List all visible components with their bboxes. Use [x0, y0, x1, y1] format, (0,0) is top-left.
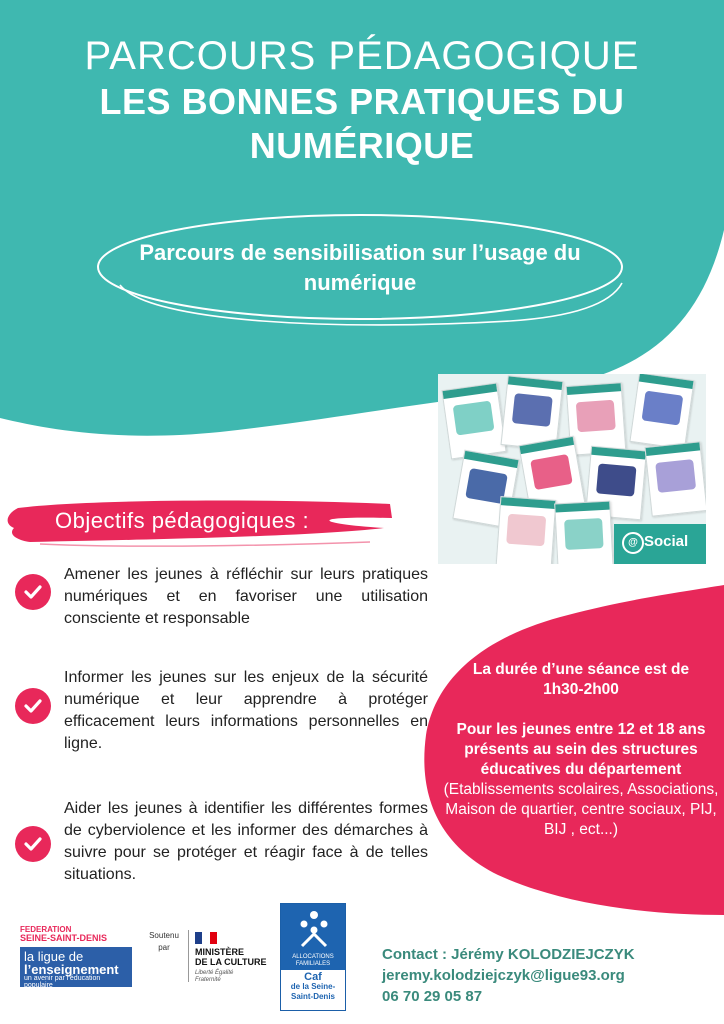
ligue-name-2: l’enseignement — [24, 962, 119, 977]
ligue-enseignement-logo — [20, 925, 132, 991]
social-logo-text: Social — [644, 533, 689, 550]
info-text — [438, 660, 724, 840]
at-icon: @ — [622, 532, 644, 554]
ligue-dept: SEINE-SAINT-DENIS — [20, 933, 108, 943]
objective-item-2: Informer les jeunes sur les enjeux de la sécurité numérique et leur apprendre à protéger efficacement leurs informations personnelles en ligne. — [64, 669, 428, 752]
social-logo — [614, 524, 706, 564]
caf-bottom — [281, 972, 345, 1002]
audience-text: Pour les jeunes entre 12 et 18 ans présents au sein des structures éducatives du département — [456, 721, 706, 778]
title-line-1: PARCOURS PÉDAGOGIQUE — [84, 34, 640, 78]
caf-logo — [280, 903, 346, 1011]
caf-dept: de la Seine-Saint-Denis — [290, 982, 336, 1001]
check-icon — [15, 826, 51, 862]
subtitle: Parcours de sensibilisation sur l’usage du numérique — [139, 240, 581, 295]
sticker-cards-collage — [438, 374, 706, 564]
session-duration: La durée d’une séance est de 1h30-2h00 — [472, 661, 690, 698]
title-line-2b: NUMÉRIQUE — [249, 125, 475, 166]
contact-phone[interactable]: 06 70 29 05 87 — [382, 988, 483, 1005]
ligue-federation: FEDERATION — [20, 925, 72, 934]
caf-allocations: ALLOCATIONS FAMILIALES — [292, 954, 334, 967]
logo-divider — [188, 930, 189, 982]
soutenu-par: Soutenu par — [149, 931, 179, 952]
contact-label: Contact : Jérémy KOLODZIEJCZYK — [382, 946, 635, 963]
structures-text: (Etablissements scolaires, Associations, Maison de quartier, centre sociaux, PIJ, BIJ , ect...) — [443, 781, 719, 838]
contact-email[interactable]: jeremy.kolodziejczyk@ligue93.org — [382, 967, 625, 984]
check-icon — [15, 688, 51, 724]
marianne-flag-icon — [195, 932, 217, 944]
ministere-line-2: DE LA CULTURE — [195, 957, 267, 967]
ligue-tagline: un avenir par l’éducation populaire — [24, 975, 101, 989]
ligue-name-1: la ligue de — [24, 949, 84, 964]
contact-block — [382, 944, 635, 1007]
title-line-2a: LES BONNES PRATIQUES DU — [99, 81, 625, 122]
devise: Liberté Égalité Fraternité — [195, 970, 234, 983]
objectives-title: Objectifs pédagogiques : — [55, 508, 310, 533]
family-icon — [298, 910, 330, 950]
check-icon — [15, 574, 51, 610]
caf-top — [281, 904, 345, 970]
objective-item-1: Amener les jeunes à réfléchir sur leurs pratiques numériques et en favoriser une utilisation consciente et responsable — [64, 566, 428, 627]
ministere-culture — [195, 947, 267, 967]
objective-item-3: Aider les jeunes à identifier les différentes formes de cyberviolence et les informer des démarches à suivre pour se protéger et réagir face à de telles situations. — [64, 800, 428, 883]
ministere-line-1: MINISTÈRE — [195, 947, 245, 957]
caf-name: Caf — [304, 971, 322, 983]
title-line-2 — [0, 80, 724, 168]
